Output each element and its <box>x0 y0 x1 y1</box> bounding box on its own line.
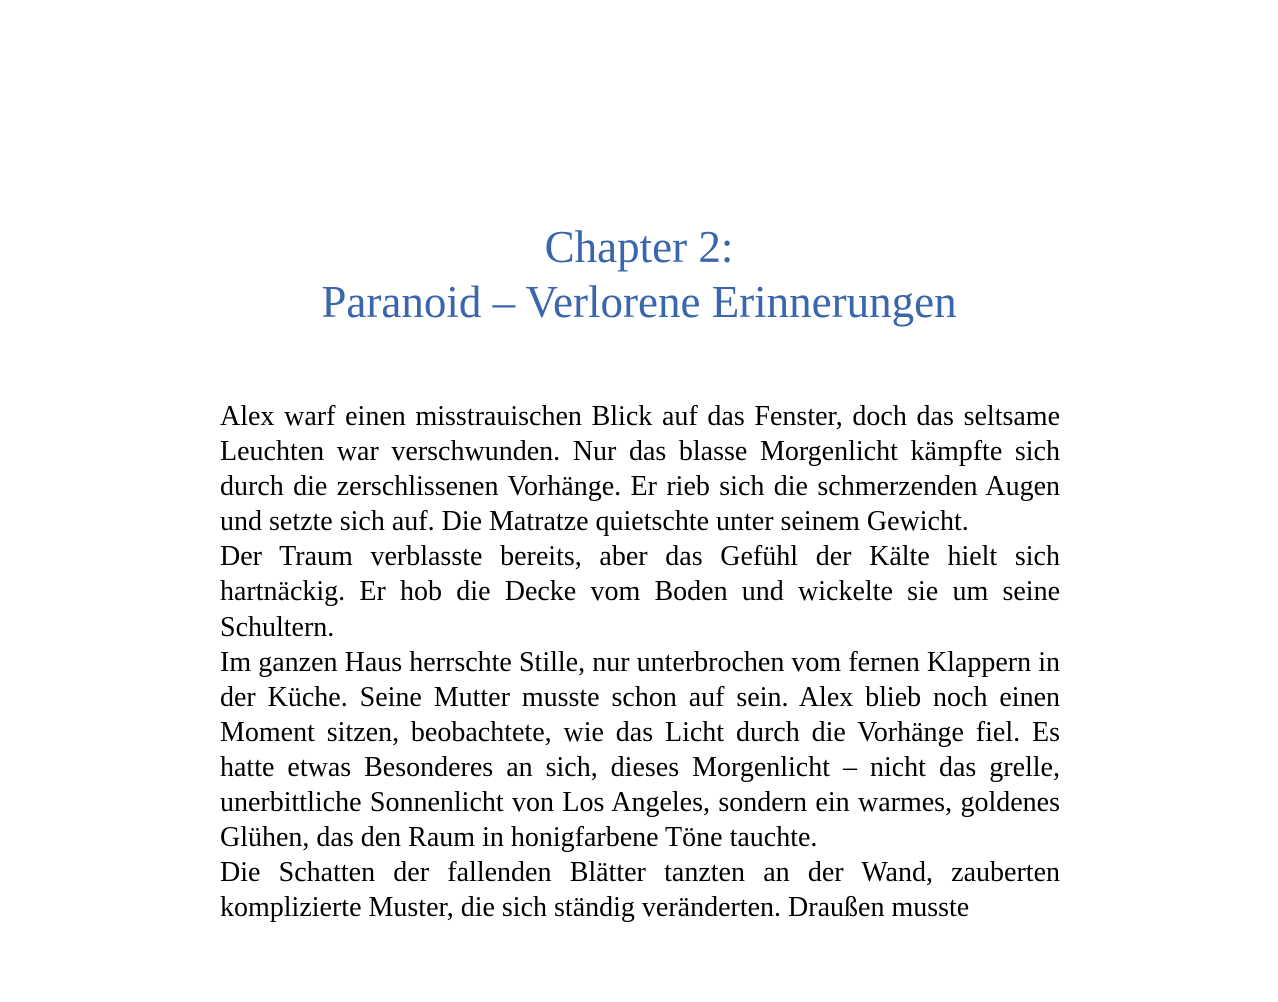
chapter-title: Paranoid – Verlorene Erinnerungen <box>321 277 957 327</box>
chapter-body <box>220 399 1060 925</box>
paragraph-4: Die Schatten der fallenden Blätter tanzten an der Wand, zauberten komplizierte Muster, die sich ständig veränderten. Draußen musste <box>220 857 1060 924</box>
paragraph-3: Im ganzen Haus herrschte Stille, nur unterbrochen vom fernen Klappern in der Küche. Seine Mutter musste schon auf sein. Alex blieb noch einen Moment sitzen, beobachtete, wie das Licht durch die Vorhänge fiel. Es hatte etwas Besonderes an sich, dieses Morgenlicht – nicht das grelle, unerbittliche Sonnenlicht von Los Angeles, sondern ein warmes, goldenes Glühen, das den Raum in honigfarbene Töne tauchte. <box>220 646 1060 854</box>
paragraph-1: Alex warf einen misstrauischen Blick auf das Fenster, doch das seltsame Leuchten war verschwunden. Nur das blasse Morgenlicht kämpfte sich durch die zerschlissenen Vorhänge. Er rieb sich die schmerzenden Augen und setzte sich auf. Die Matratze quietschte unter seinem Gewicht. <box>220 401 1060 538</box>
chapter-number: Chapter 2: <box>544 222 734 272</box>
chapter-heading <box>0 220 1278 330</box>
paragraph-2: Der Traum verblasste bereits, aber das Gefühl der Kälte hielt sich hartnäckig. Er hob die Decke vom Boden und wickelte sie um seine Schultern. <box>220 541 1060 643</box>
